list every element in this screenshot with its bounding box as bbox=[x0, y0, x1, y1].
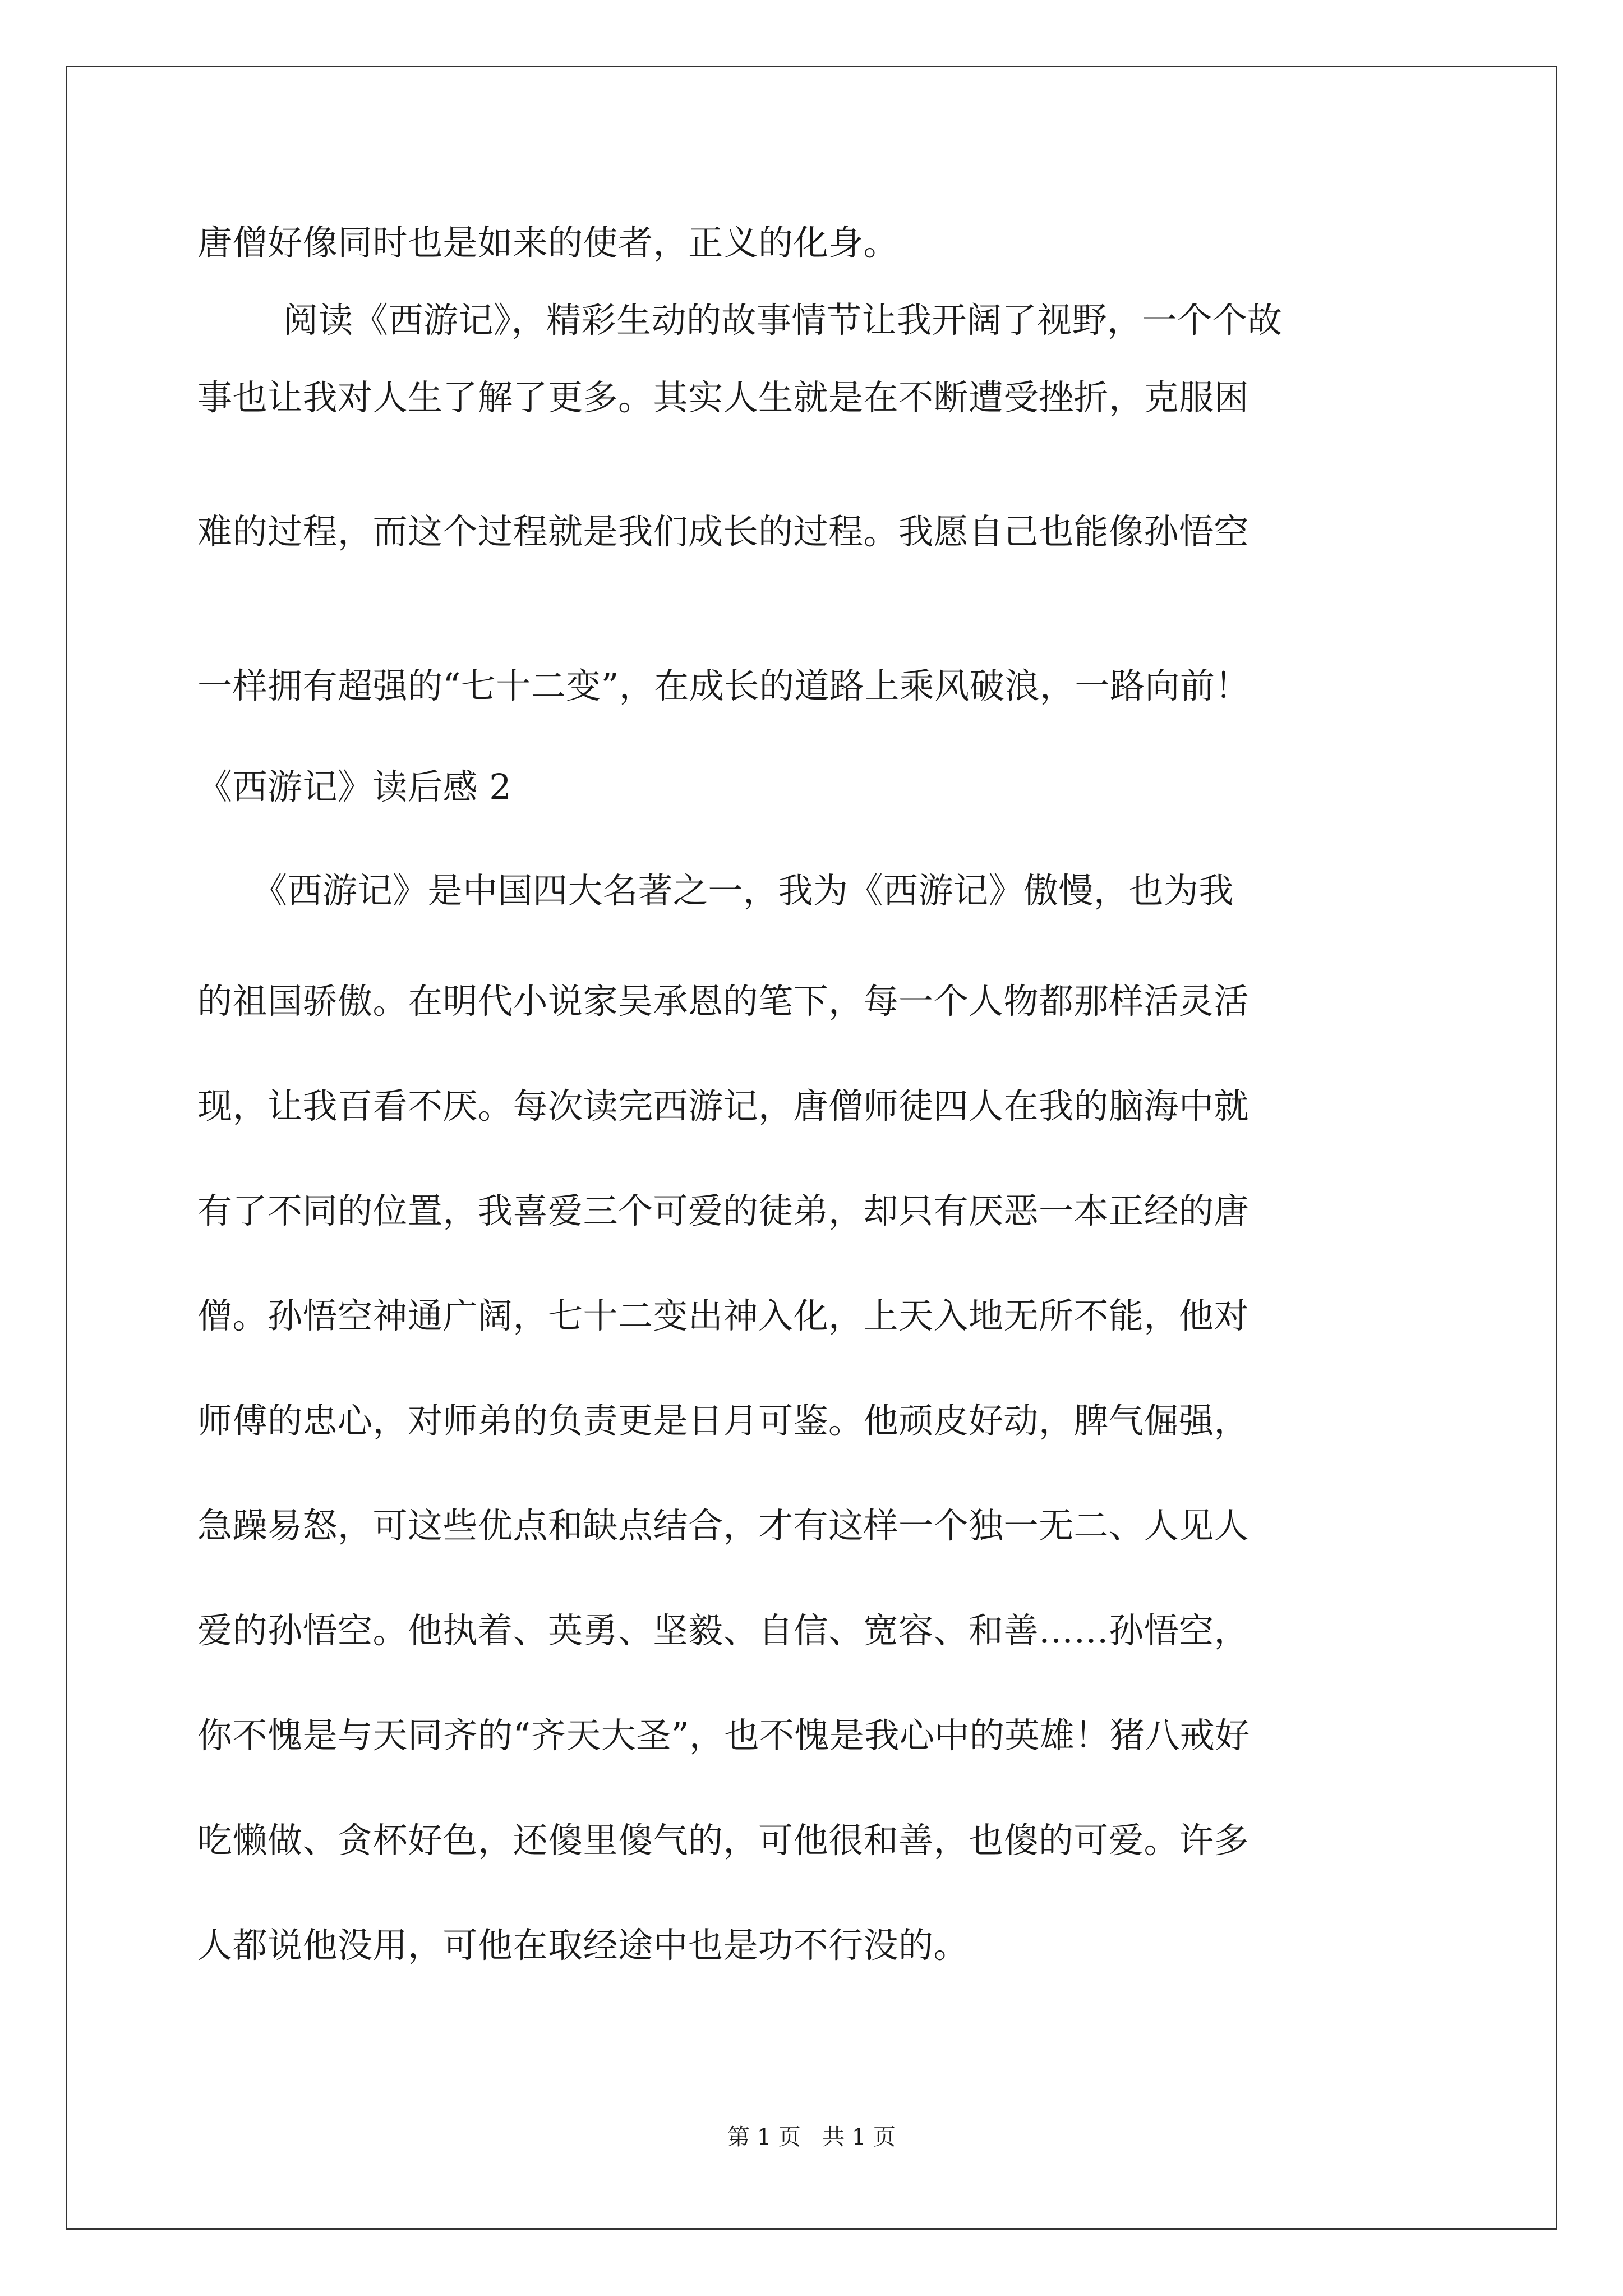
section-heading: 《西游记》读后感 2 bbox=[197, 766, 512, 807]
paragraph-line: 你不愧是与天同齐的“齐天大圣”，也不愧是我心中的英雄！猪八戒好 bbox=[197, 1715, 1250, 1756]
paragraph-line: 唐僧好像同时也是如来的使者，正义的化身。 bbox=[197, 222, 899, 263]
paragraph-line: 爱的孙悟空。他执着、英勇、坚毅、自信、宽容、和善……孙悟空， bbox=[197, 1610, 1249, 1651]
paragraph-line: 《西游记》是中国四大名著之一，我为《西游记》傲慢，也为我 bbox=[252, 870, 1234, 911]
paragraph-line: 现，让我百看不厌。每次读完西游记，唐僧师徒四人在我的脑海中就 bbox=[197, 1085, 1249, 1126]
paragraph-line: 的祖国骄傲。在明代小说家吴承恩的笔下，每一个人物都那样活灵活 bbox=[197, 981, 1249, 1022]
paragraph-line: 僧。孙悟空神通广阔，七十二变出神入化，上天入地无所不能，他对 bbox=[197, 1295, 1249, 1336]
paragraph-line: 一样拥有超强的“七十二变”，在成长的道路上乘风破浪，一路向前！ bbox=[197, 665, 1250, 706]
paragraph-line: 有了不同的位置，我喜爱三个可爱的徒弟，却只有厌恶一本正经的唐 bbox=[197, 1190, 1249, 1231]
paragraph-line: 事也让我对人生了解了更多。其实人生就是在不断遭受挫折，克服困 bbox=[197, 377, 1249, 418]
paragraph-line: 急躁易怒，可这些优点和缺点结合，才有这样一个独一无二、人见人 bbox=[197, 1505, 1249, 1546]
paragraph-line: 阅读《西游记》，精彩生动的故事情节让我开阔了视野，一个个故 bbox=[283, 300, 1283, 341]
paragraph-line: 人都说他没用，可他在取经途中也是功不行没的。 bbox=[197, 1925, 969, 1966]
paragraph-line: 吃懒做、贪杯好色，还傻里傻气的，可他很和善，也傻的可爱。许多 bbox=[197, 1820, 1249, 1861]
paragraph-line: 难的过程，而这个过程就是我们成长的过程。我愿自己也能像孙悟空 bbox=[197, 511, 1249, 552]
page-footer: 第 1 页 共 1 页 bbox=[727, 2124, 896, 2150]
paragraph-line: 师傅的忠心，对师弟的负责更是日月可鉴。他顽皮好动，脾气倔强， bbox=[197, 1400, 1249, 1441]
